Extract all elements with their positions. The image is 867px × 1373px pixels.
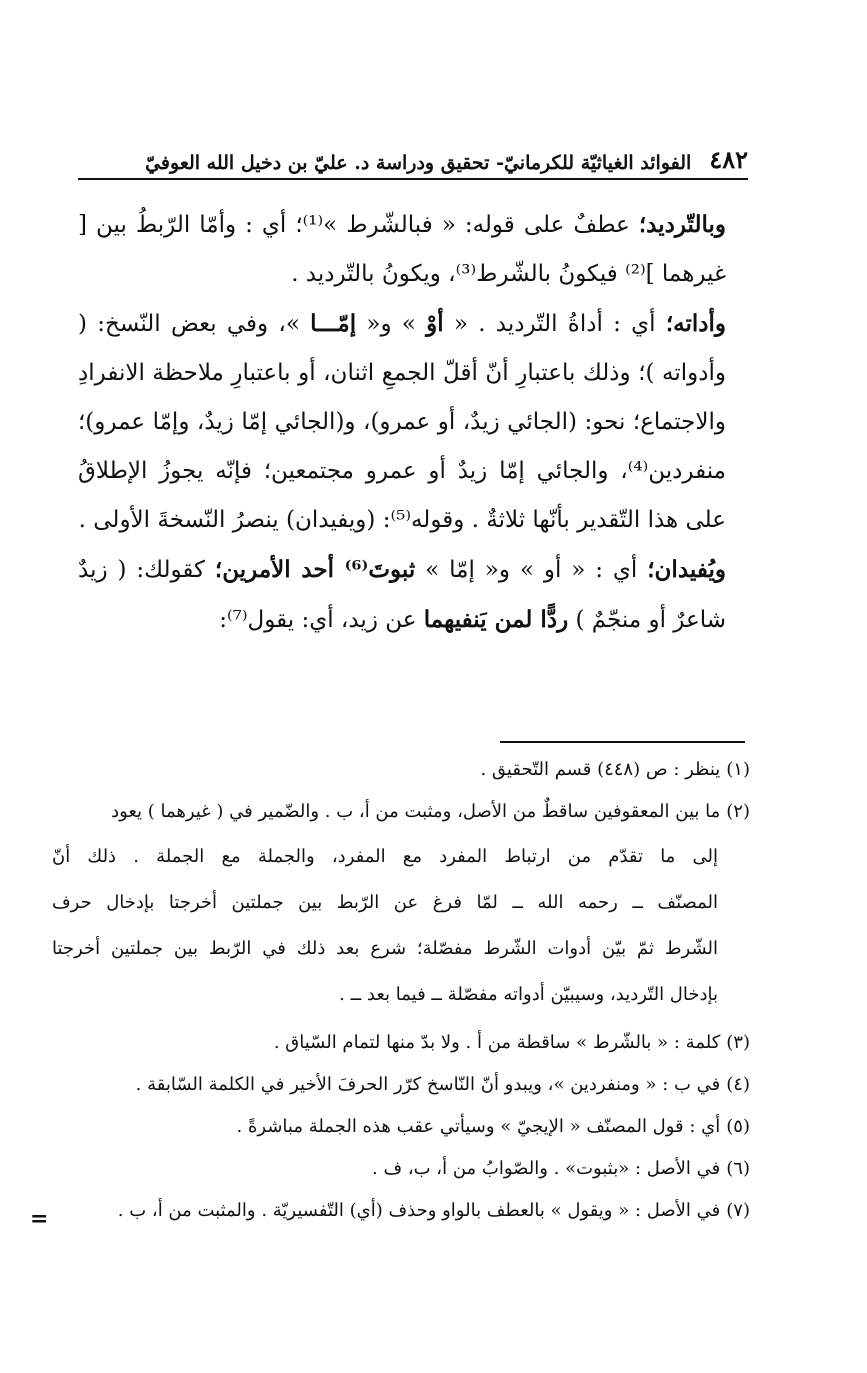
main-text — [78, 200, 748, 645]
footnote-text: في الأصل : «بثبوت» . والصّوابُ من أ، ب، ف . — [372, 1158, 721, 1179]
footnote-5 — [52, 1106, 750, 1148]
page-number: ٤٨٢ — [709, 145, 748, 174]
footnote-line: المصنّف ــ رحمه الله ــ لمّا فرغ عن الرّبط بين جملتين أخرجتا بإدخال حرف — [52, 892, 718, 913]
running-title: الفوائد الغياثيّة للكرمانيّ- تحقيق ودراسة د. عليّ بن دخيل الله العوفيّ — [145, 152, 692, 174]
footnote-number: (٣) — [726, 1032, 750, 1053]
footnote-4 — [52, 1064, 750, 1106]
footnote-number: (٧) — [726, 1200, 750, 1221]
paragraph-3 — [78, 545, 748, 645]
paragraph-2-text-a: أي : أداةُ التّرديد . « — [443, 311, 666, 337]
paragraph-2 — [78, 299, 748, 545]
footnote-line: الشّرط ثمّ بيّن أدوات الشّرط مفصّلة؛ شرع بعد ذلك في الرّبط بين جملتين أخرجتا — [52, 938, 718, 959]
lemma-raddan: ردًّا لمن يَنفيهما — [423, 606, 569, 633]
footnote-6 — [52, 1148, 750, 1190]
footnote-number: (٥) — [726, 1116, 750, 1137]
footnote-text: كلمة : « بالشّرط » ساقطة من أ . ولا بدّ منها لتمام السّياق . — [273, 1032, 721, 1053]
footnote-separator — [500, 741, 745, 743]
footnote-text: في الأصل : « ويقول » بالعطف بالواو وحذف (أي) التّفسيريّة . والمثبت من أ، ب . — [117, 1200, 721, 1221]
lemma-thubut: ثبوتَ⁽⁶⁾ أحد الأمرين؛ — [214, 556, 416, 583]
footnote-1 — [52, 752, 750, 788]
paragraph-3-text-c: عن زيد، أي: يقول⁽⁷⁾: — [219, 607, 424, 633]
footnote-text: في ب : « ومنفردين »، ويبدو أنّ النّاسخ كرّر الحرفَ الأخير في الكلمة السّابقة . — [135, 1074, 721, 1095]
footnote-line: بإدخال التّرديد، وسيبيّن أدواته مفصّلة ــ فيما بعد ــ . — [339, 984, 718, 1005]
paragraph-3-text-b: كقولك: ( زيدٌ شاعرٌ أو منجّمٌ ) — [78, 557, 726, 633]
paragraph-2-text-b: » و« — [356, 311, 427, 337]
lemma-bitarddid: وبالتّرديد؛ — [638, 211, 726, 238]
particle-aw: أوْ — [426, 310, 444, 337]
paragraph-1-text: عطفٌ على قوله: « فبالشّرط »⁽¹⁾؛ أي : وأمّا الرّبطُ بين [ غيرهما ]⁽²⁾ فيكونُ بالشّرط⁽³⁾، ويكونُ بالتّرديد . — [78, 212, 726, 287]
lemma-adatuhu: وأداته؛ — [665, 310, 726, 337]
footnote-text: ما بين المعقوفين ساقطٌ من الأصل، ومثبت من أ، ب . والضّمير في ( غيرهما ) يعود — [111, 801, 721, 822]
particle-imma: إمّـــا — [310, 310, 357, 337]
continuation-mark: = — [30, 1206, 49, 1232]
footnote-3 — [52, 1022, 750, 1064]
footnote-number: (١) — [726, 759, 750, 780]
running-header — [78, 140, 748, 180]
paragraph-2-text-c: »، وفي بعض النّسخ: ( وأدواته )؛ وذلك باعتبارِ أنّ أقلّ الجمعِ اثنان، أو باعتبارِ ملاحظة الانفرادِ والاجتماع؛ نحو: (الجائي زيدٌ، أو عمرو)، و(الجائي إمّا زيدٌ، وإمّا عمرو)؛ منفردين⁽⁴⁾، والجائي إمّا زيدٌ أو عمرو مجتمعين؛ فإنّه يجوزُ الإطلاقُ على هذا التّقدير بأنّها ثلاثةٌ . وقوله⁽⁵⁾: (ويفيدان) ينصرُ النّسخةَ الأولى . — [78, 311, 726, 533]
footnote-2 — [52, 794, 750, 830]
footnote-text: ينظر : ص (٤٤٨) قسم التّحقيق . — [480, 759, 721, 780]
paragraph-3-text-a: أي : « أو » و« إمّا » — [415, 557, 648, 583]
footnotes — [52, 752, 750, 1232]
footnote-number: (٤) — [726, 1074, 750, 1095]
footnote-line: إلى ما تقدّم من ارتباط المفرد مع المفرد، والجملة مع الجملة . ذلك أنّ — [52, 846, 718, 867]
footnote-2-continuation — [52, 834, 750, 1018]
paragraph-1 — [78, 200, 748, 299]
footnote-number: (٦) — [726, 1158, 750, 1179]
footnote-7 — [52, 1190, 750, 1232]
lemma-yufidan: ويُفيدان؛ — [647, 556, 726, 583]
footnote-number: (٢) — [726, 801, 750, 822]
footnote-text: أي : قول المصنّف « الإيجيّ » وسيأتي عقب هذه الجملة مباشرةً . — [236, 1116, 721, 1137]
